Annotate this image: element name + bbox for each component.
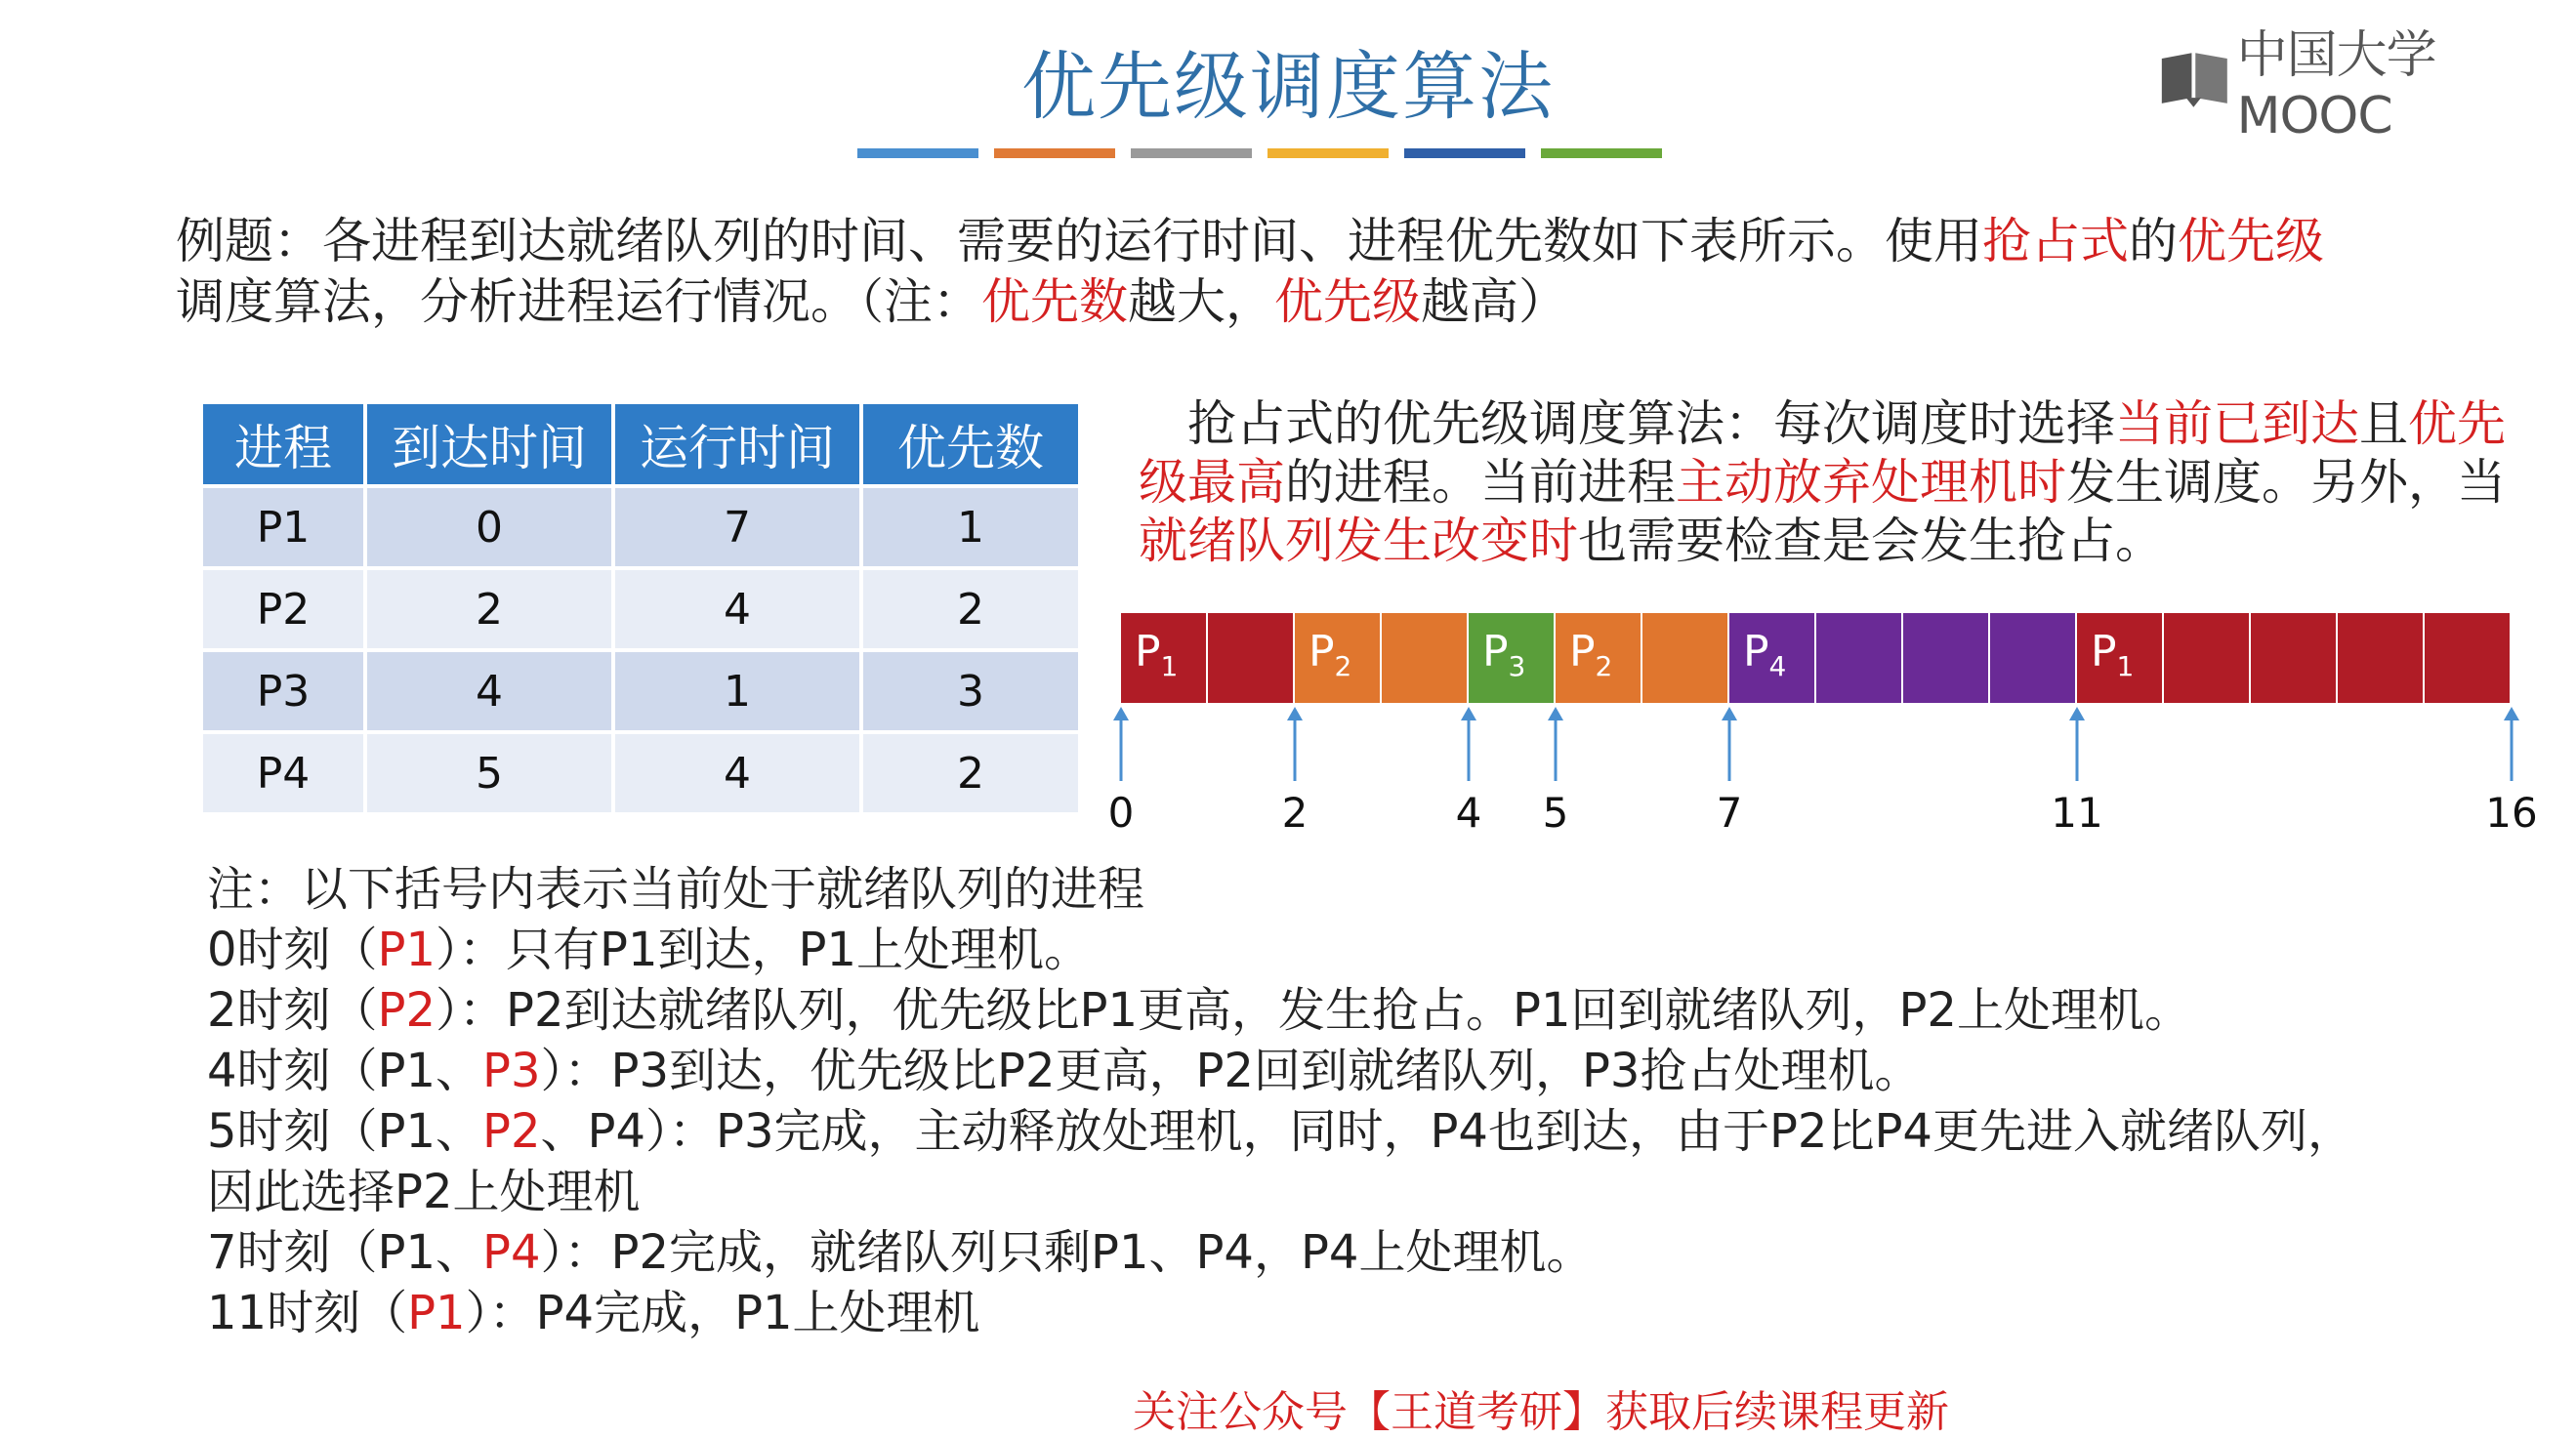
table-row [201,486,1080,568]
intro-highlight: 抢占式 [1982,213,2129,269]
note-text: 因此选择P2上处理机 [207,1165,641,1219]
intro-text: 调度算法，分析进程运行情况。（注： [176,273,981,330]
table-cell: 7 [613,486,861,568]
gantt-cell-p2 [1642,613,1729,703]
time-arrow-icon [1718,705,1741,781]
note-line [207,1101,2531,1162]
note-line [207,1162,2531,1222]
column-header: 运行时间 [613,402,861,486]
note-line [207,920,2531,980]
note-line [207,1041,2531,1101]
time-tick-label: 4 [1455,789,1482,837]
problem-statement [176,211,2480,332]
column-header: 进程 [201,402,365,486]
intro-highlight: 优先级 [2178,213,2324,269]
note-text: 5时刻（P1、 [207,1104,483,1159]
table-row [201,650,1080,732]
table-row [201,568,1080,650]
time-tick-label: 2 [1281,789,1309,837]
time-arrow-icon [1457,705,1480,781]
underline-stripe [1131,148,1252,158]
gantt-cell-p4 [1990,613,2077,703]
note-text: ）：P3到达，优先级比P2更高，P2回到就绪队列，P3抢占处理机。 [540,1044,1922,1098]
table-cell: 4 [613,568,861,650]
underline-stripe [857,148,978,158]
note-text: 4时刻（P1、 [207,1044,483,1098]
gantt-cell-p1 [2425,613,2512,703]
note-line [207,1222,2531,1283]
page-title: 优先级调度算法 [1021,43,1555,130]
table-cell: 4 [613,732,861,814]
running-process: P1 [377,923,436,977]
note-line [207,1283,2531,1343]
intro-highlight: 优先数 [981,273,1128,330]
process-table [199,400,1082,816]
gantt-cell-p1 [1208,613,1295,703]
intro-text: 越高） [1421,273,1567,330]
time-tick-label: 16 [2485,789,2538,837]
note-text: 0时刻（ [207,923,378,977]
note-text: ）：P2到达就绪队列，优先级比P1更高，发生抢占。P1回到就绪队列，P2上处理机。 [436,983,2191,1038]
table-cell: P1 [201,486,365,568]
time-tick-label: 7 [1716,789,1743,837]
running-process: P1 [407,1286,466,1340]
algorithm-description [1139,394,2515,570]
table-row [201,732,1080,814]
time-arrow-icon [2065,705,2089,781]
desc-text: 发生调度。另外，当 [2066,454,2506,511]
gantt-cell-p4 [1816,613,1903,703]
desc-text: 的进程。当前进程 [1285,454,1676,511]
underline-stripe [1267,148,1389,158]
gantt-segment-label: $P_2$ [1569,627,1613,682]
gantt-cell-p1 [2338,613,2425,703]
note-text: 7时刻（P1、 [207,1225,483,1280]
gantt-segment-label: $P_4$ [1743,627,1787,682]
intro-text: 越大， [1128,273,1274,330]
table-cell: P2 [201,568,365,650]
timeline-notes [207,859,2531,1343]
time-arrow-icon [2500,705,2523,781]
underline-stripe [994,148,1115,158]
table-cell: 1 [861,486,1080,568]
gantt-segment-label: $P_3$ [1482,627,1526,682]
desc-highlight: 当前已到达 [2115,395,2359,452]
note-text: ）：P2完成，就绪队列只剩P1、P4，P4上处理机。 [540,1225,1594,1280]
logo-text: 中国大学MOOC [2236,26,2436,145]
running-process: P3 [482,1044,541,1098]
note-text: 2时刻（ [207,983,378,1038]
underline-stripe [1541,148,1662,158]
table-cell: P4 [201,732,365,814]
note-text: 、P4）：P3完成，主动释放处理机，同时，P4也到达，由于P2比P4更先进入就绪队列， [540,1104,2354,1159]
gantt-cell-p4 [1903,613,1990,703]
running-process: P4 [482,1225,541,1280]
gantt-cell-p1 [2251,613,2338,703]
time-arrow-icon [1544,705,1567,781]
gantt-segment-label: $P_1$ [2091,627,2135,682]
underline-stripe [1404,148,1525,158]
table-cell: 1 [613,650,861,732]
note-line [207,980,2531,1041]
gantt-cell-p1 [2164,613,2251,703]
table-cell: 2 [365,568,613,650]
table-cell: 3 [861,650,1080,732]
table-cell: 5 [365,732,613,814]
note-text: 注：以下括号内表示当前处于就绪队列的进程 [207,862,1145,917]
gantt-cell-p2 [1382,613,1469,703]
table-header-row [201,402,1080,486]
footer-notice: 关注公众号【王道考研】获取后续课程更新 [1133,1387,1949,1437]
table-cell: 2 [861,732,1080,814]
running-process: P2 [377,983,436,1038]
table-cell: 2 [861,568,1080,650]
table-cell: 4 [365,650,613,732]
column-header: 到达时间 [365,402,613,486]
time-tick-label: 5 [1542,789,1569,837]
time-arrow-icon [1283,705,1307,781]
intro-text: 的 [2129,213,2178,269]
desc-highlight: 就绪队列发生改变时 [1139,513,1578,569]
gantt-segment-label: $P_1$ [1135,627,1179,682]
mooc-logo [2158,14,2576,145]
time-arrow-icon [1109,705,1133,781]
intro-text: 例题：各进程到达就绪队列的时间、需要的运行时间、进程优先数如下表所示。使用 [176,213,1982,269]
column-header: 优先数 [861,402,1080,486]
running-process: P2 [482,1104,541,1159]
note-line [207,859,2531,920]
note-text: ）：P4完成，P1上处理机 [465,1286,980,1340]
time-tick-label: 0 [1107,789,1135,837]
intro-highlight: 优先级 [1274,273,1421,330]
table-cell: P3 [201,650,365,732]
gantt-segment-label: $P_2$ [1309,627,1352,682]
desc-text: 也需要检查是会发生抢占。 [1578,513,2164,569]
desc-text: 抢占式的优先级调度算法：每次调度时选择 [1187,395,2115,452]
table-cell: 0 [365,486,613,568]
desc-text: 且 [2359,395,2408,452]
note-text: ）：只有P1到达，P1上处理机。 [436,923,1092,977]
note-text: 11时刻（ [207,1286,408,1340]
desc-highlight: 优先级最高 [1139,395,2506,511]
time-tick-label: 11 [2051,789,2103,837]
desc-highlight: 主动放弃处理机时 [1676,454,2066,511]
mooc-book-icon [2158,48,2231,112]
